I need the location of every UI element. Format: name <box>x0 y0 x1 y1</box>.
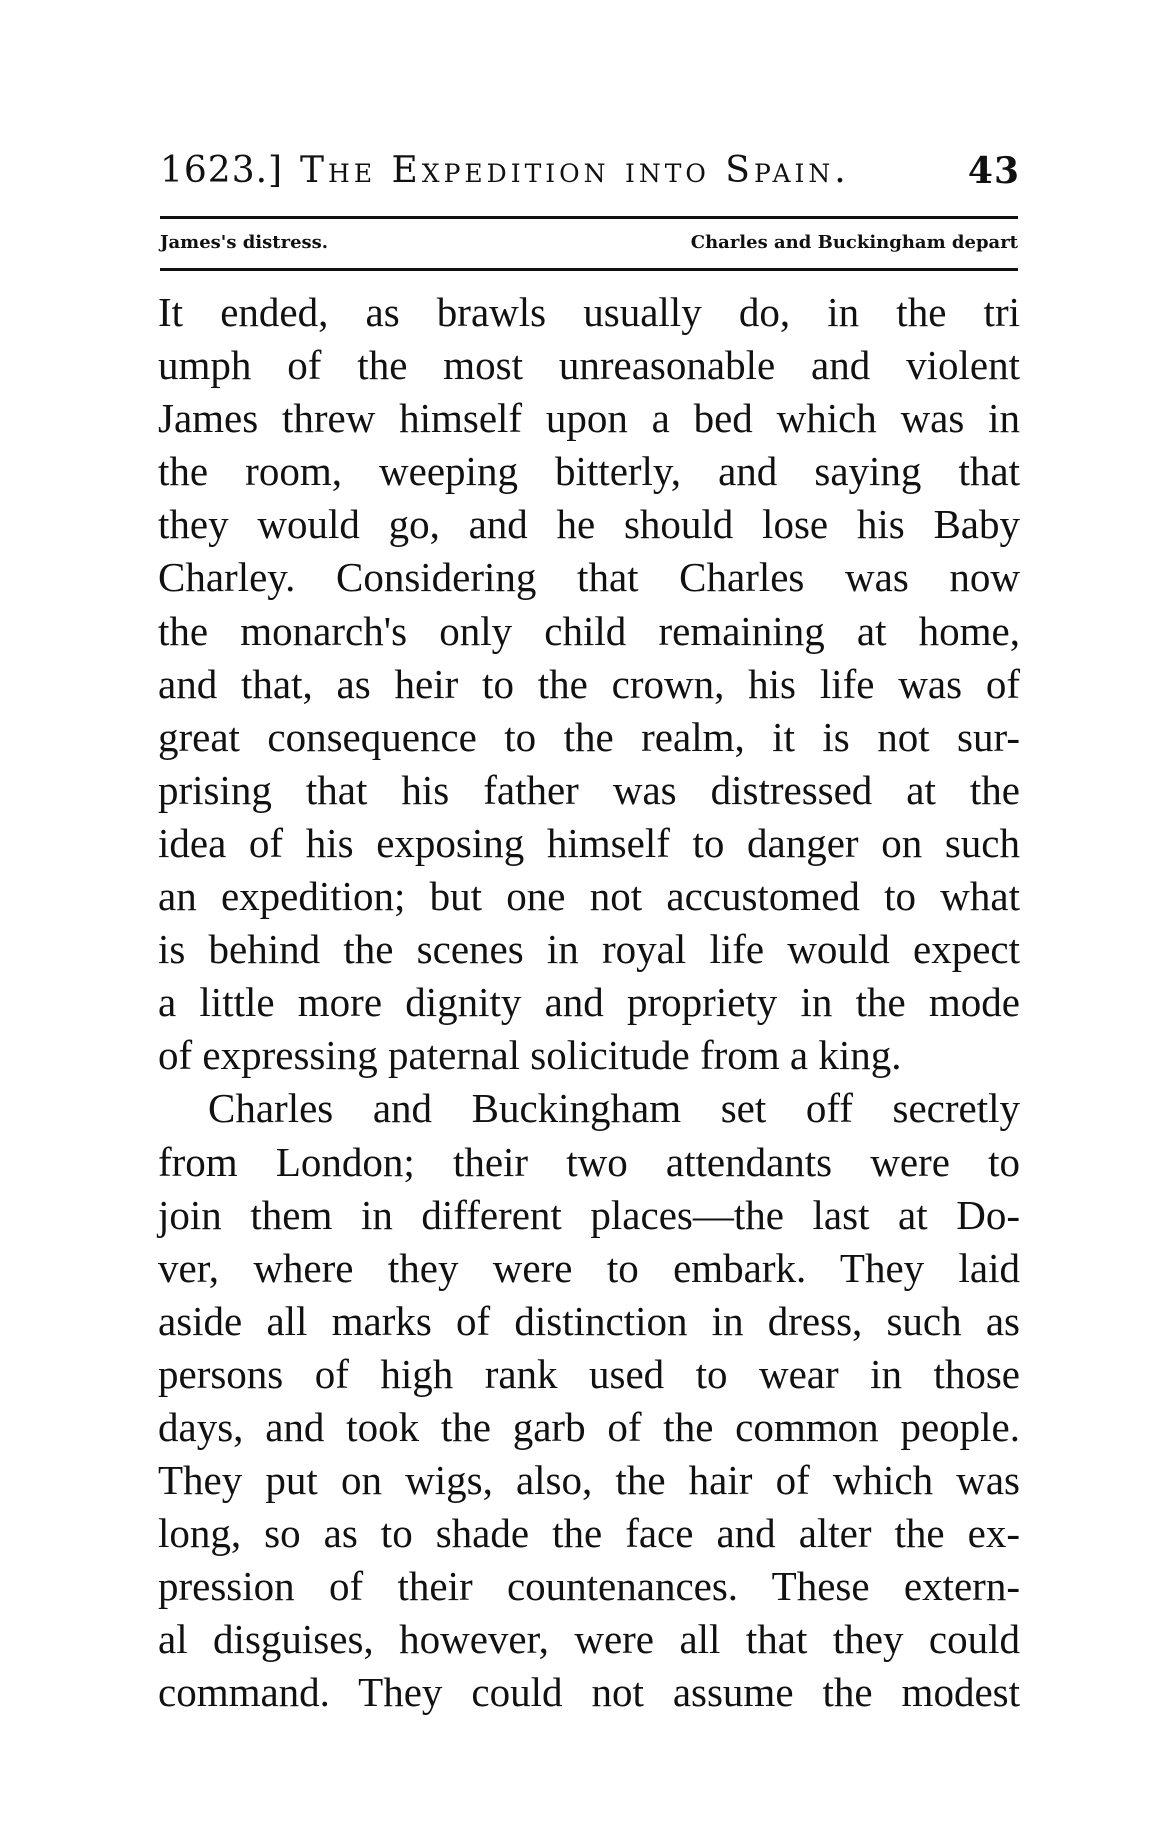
text-line: a little more dignity and propriety in the mode <box>158 979 1020 1026</box>
text-line: an expedition; but one not accustomed to what <box>158 873 1020 920</box>
header-rule-top <box>160 216 1018 219</box>
text-line: aside all marks of distinction in dress, such as <box>158 1297 1020 1344</box>
text-line: al disguises, however, were all that they could <box>158 1616 1020 1663</box>
text-line: They put on wigs, also, the hair of which was <box>158 1457 1020 1504</box>
text-line: It ended, as brawls usually do, in the tri <box>158 289 1020 335</box>
text-line: and that, as heir to the crown, his life was of <box>158 660 1020 707</box>
text-line: Charles and Buckingham set off secretly <box>208 1085 1020 1132</box>
running-head-title: The Expedition into Spain. <box>300 150 850 191</box>
text-line: ver, where they were to embark. They laid <box>158 1244 1020 1291</box>
text-line: from London; their two attendants were to <box>158 1138 1020 1185</box>
text-line: join them in different places—the last at Do- <box>158 1191 1020 1238</box>
text-line: James threw himself upon a bed which was in <box>158 395 1020 442</box>
running-head-year: 1623.] <box>160 150 284 191</box>
text-line: the monarch's only child remaining at home, <box>158 607 1020 654</box>
text-line: command. They could not assume the modest <box>158 1669 1020 1716</box>
running-head <box>160 150 1020 210</box>
text-line: Charley. Considering that Charles was now <box>158 554 1020 601</box>
text-line: the room, weeping bitterly, and saying that <box>158 448 1020 495</box>
body-text <box>158 286 1020 1720</box>
page-number: 43 <box>967 150 1020 192</box>
text-line: idea of his exposing himself to danger on such <box>158 819 1020 866</box>
marginal-subheads <box>160 226 1018 266</box>
paragraph-1 <box>158 286 1020 1082</box>
text-line: great consequence to the realm, it is not sur- <box>158 713 1020 760</box>
text-line: is behind the scenes in royal life would expect <box>158 926 1020 973</box>
text-line: long, so as to shade the face and alter the ex- <box>158 1510 1020 1557</box>
header-rule-bottom <box>160 268 1018 271</box>
text-line: of expressing paternal solicitude from a king. <box>158 1032 902 1079</box>
paragraph-2 <box>158 1082 1020 1719</box>
text-line: umph of the most unreasonable and violent <box>158 342 1020 389</box>
text-line: persons of high rank used to wear in those <box>158 1350 1020 1397</box>
text-line: they would go, and he should lose his Baby <box>158 501 1020 548</box>
text-line: pression of their countenances. These extern- <box>158 1563 1020 1610</box>
text-line: prising that his father was distressed at the <box>158 766 1020 813</box>
subhead-left: James's distress. <box>160 232 329 253</box>
subhead-right: Charles and Buckingham depart <box>690 232 1018 253</box>
text-line: days, and took the garb of the common people. <box>158 1403 1020 1450</box>
